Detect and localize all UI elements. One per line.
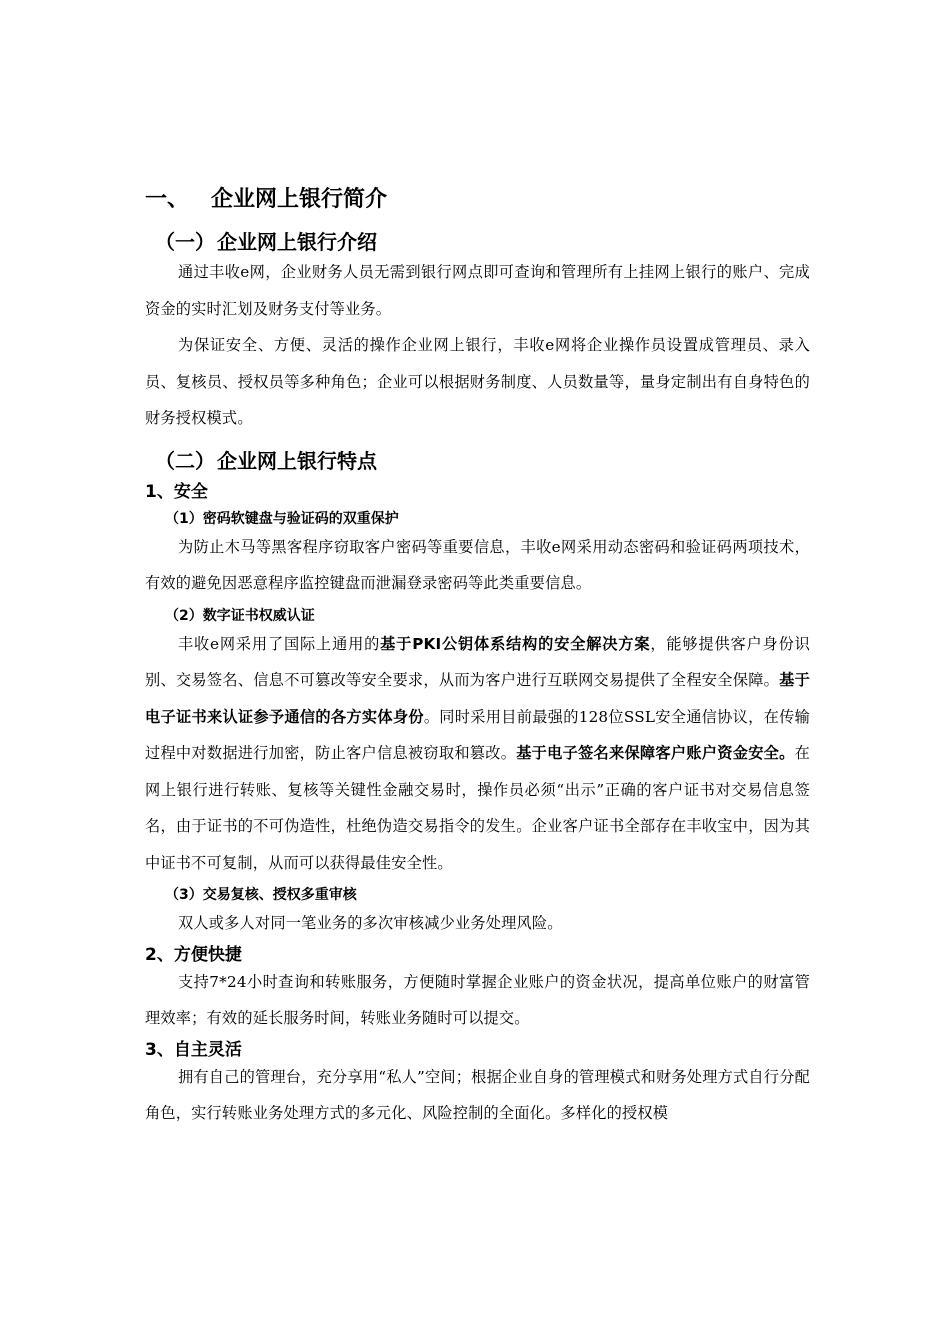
feature-heading-flexibility: 3、自主灵活: [145, 1039, 242, 1060]
paragraph: 拥有自己的管理台，充分享用“私人”空间；根据企业自身的管理模式和财务处理方式自行分配角色，实行转账业务处理方式的多元化、风险控制的全面化。多样化的授权模: [145, 1067, 810, 1122]
paragraph: 支持7*24小时查询和转账服务，方便随时掌握企业账户的资金状况，提高单位账户的财富管理效率；有效的延长服务时间，转账业务随时可以提交。: [145, 972, 810, 1027]
text-run: 。同时采用目前最强的128位SSL安全通信协议，在传输过程中对数据进行加密，防止客户信息被窃取和篡改。: [145, 707, 810, 762]
feature-heading-security: 1、安全: [145, 481, 208, 502]
paragraph: 为防止木马等黑客程序窃取客户密码等重要信息，丰收e网采用动态密码和验证码两项技术，有效的避免因恶意程序监控键盘而泄漏登录密码等此类重要信息。: [145, 537, 810, 592]
paragraph: 通过丰收e网，企业财务人员无需到银行网点即可查询和管理所有上挂网上银行的账户、完成资金的实时汇划及财务支付等业务。: [145, 263, 810, 318]
text-run: 在网上银行进行转账、复核等关键性金融交易时，操作员必须“出示”正确的客户证书对交易信息签名，由于证书的不可伪造性，杜绝伪造交易指令的发生。企业客户证书全部存在丰收宝中，因为其中证书不可复制，从而可以获得最佳安全性。: [145, 744, 810, 872]
section-heading-features: [145, 443, 810, 479]
chapter-title: 企业网上银行简介: [211, 187, 388, 212]
feature-heading-convenience: 2、方便快捷: [145, 944, 242, 965]
text-run: 丰收e网采用了国际上通用的: [178, 634, 381, 653]
subfeature-heading: （3）交易复核、授权多重审核: [165, 887, 357, 903]
text-run: ，能够提供客户身份识别、交易签名、信息不可篡改等安全要求，从而为客户进行互联网交易提供了全程安全保障。: [145, 634, 810, 689]
section-number: （二）: [155, 448, 215, 473]
document-body: [145, 178, 810, 1132]
section-title: 企业网上银行介绍: [217, 230, 377, 254]
paragraph: 双人或多人对同一笔业务的多次审核减少业务处理风险。: [178, 914, 563, 932]
section-number: （一）: [155, 230, 215, 254]
subfeature-heading: （2）数字证书权威认证: [165, 607, 315, 624]
chapter-heading: [145, 178, 810, 222]
section-title: 企业网上银行特点: [217, 448, 377, 473]
bold-text-run: 基于电子证书来认证参予通信的各方实体身份: [145, 671, 810, 726]
subfeature-heading: （1）密码软键盘与验证码的双重保护: [165, 510, 399, 527]
paragraph: [145, 626, 810, 882]
bold-text-run: 基于电子签名来保障客户账户资金安全。: [516, 744, 795, 762]
paragraph: 为保证安全、方便、灵活的操作企业网上银行，丰收e网将企业操作员设置成管理员、录入员、复核员、授权员等多种角色；企业可以根据财务制度、人员数量等，量身定制出有自身特色的财务授权模式。: [145, 336, 810, 427]
bold-text-run: 基于PKI公钥体系结构的安全解决方案: [380, 634, 651, 653]
chapter-number: 一、: [145, 187, 190, 212]
